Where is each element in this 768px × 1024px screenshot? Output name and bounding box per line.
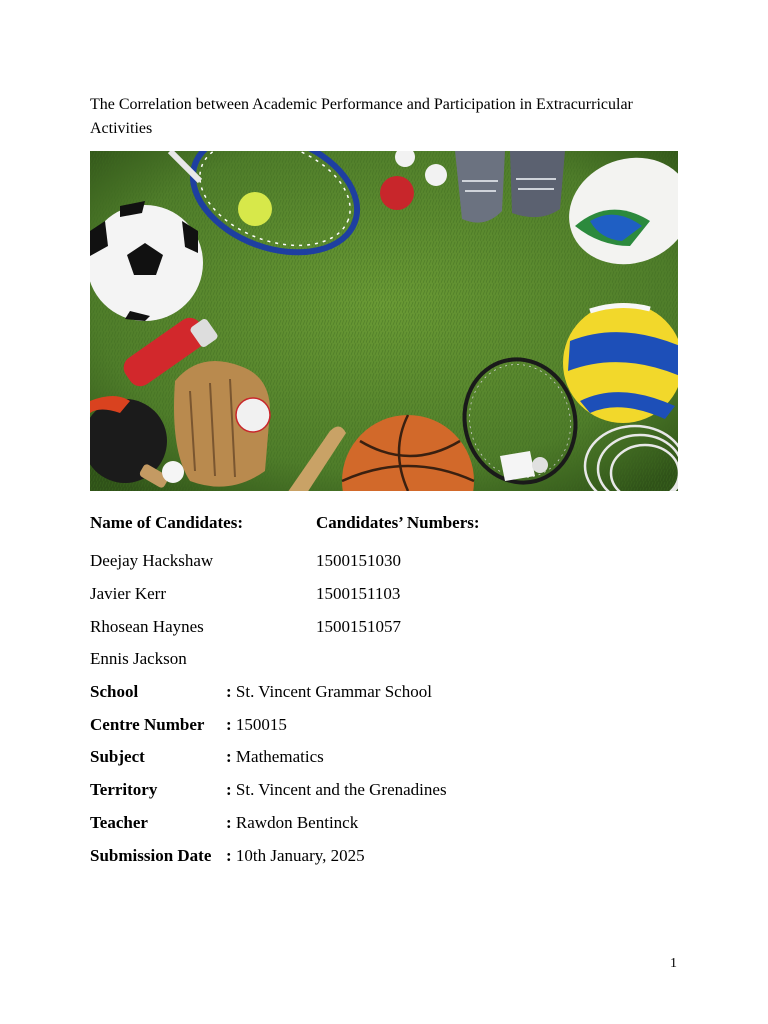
candidate-name-header: Name of Candidates:: [90, 513, 243, 532]
candidate-number: 1500151057: [316, 617, 401, 636]
white-ball-icon: [425, 164, 447, 186]
detail-value-wrap: [226, 845, 365, 867]
detail-label: Subject: [90, 747, 145, 766]
detail-value: Mathematics: [235, 747, 324, 766]
candidate-row: [90, 550, 401, 572]
detail-label: Centre Number: [90, 715, 205, 734]
detail-value-wrap: [226, 714, 287, 736]
candidate-number: 1500151103: [316, 584, 401, 603]
candidate-row: [90, 616, 401, 638]
candidate-name: Deejay Hackshaw: [90, 551, 214, 570]
detail-row-subject: [90, 746, 324, 768]
detail-row-school: [90, 681, 432, 703]
detail-row-centre-number: [90, 714, 287, 736]
page-number: 1: [670, 956, 677, 971]
candidate-number: 1500151030: [316, 551, 401, 570]
cover-image: [90, 151, 678, 491]
detail-label: Teacher: [90, 813, 148, 832]
detail-value-wrap: [226, 746, 324, 768]
detail-value-wrap: [226, 779, 447, 801]
candidate-name: Rhosean Haynes: [90, 617, 204, 636]
detail-label: Submission Date: [90, 846, 212, 865]
sports-equipment-image: [90, 151, 678, 491]
detail-row-submission-date: [90, 845, 365, 867]
detail-row-territory: [90, 779, 447, 801]
detail-label: School: [90, 682, 139, 701]
detail-value: St. Vincent and the Grenadines: [235, 780, 447, 799]
colon: :: [226, 780, 232, 799]
candidate-row: [90, 648, 187, 670]
colon: :: [226, 813, 232, 832]
detail-value: St. Vincent Grammar School: [235, 682, 432, 701]
document-title: The Correlation between Academic Performance and Participation in Extracurricular Activities: [90, 96, 633, 137]
cricket-ball-icon: [380, 176, 414, 210]
candidate-number-header: Candidates’ Numbers:: [316, 513, 480, 532]
colon: :: [226, 846, 232, 865]
detail-value: 150015: [235, 715, 287, 734]
ping-pong-ball-icon: [162, 461, 184, 483]
detail-label: Territory: [90, 780, 158, 799]
detail-value: 10th January, 2025: [235, 846, 365, 865]
candidates-header-row: [90, 512, 480, 534]
detail-value: Rawdon Bentinck: [235, 813, 359, 832]
volleyball-icon: [563, 303, 678, 423]
detail-row-teacher: [90, 812, 359, 834]
colon: :: [226, 747, 232, 766]
colon: :: [226, 715, 232, 734]
tennis-ball-icon: [238, 192, 272, 226]
detail-value-wrap: [226, 681, 432, 703]
candidate-row: [90, 583, 401, 605]
candidate-name: Javier Kerr: [90, 584, 166, 603]
colon: :: [226, 682, 232, 701]
detail-value-wrap: [226, 812, 358, 834]
baseball-icon: [236, 398, 270, 432]
candidate-name: Ennis Jackson: [90, 649, 187, 668]
